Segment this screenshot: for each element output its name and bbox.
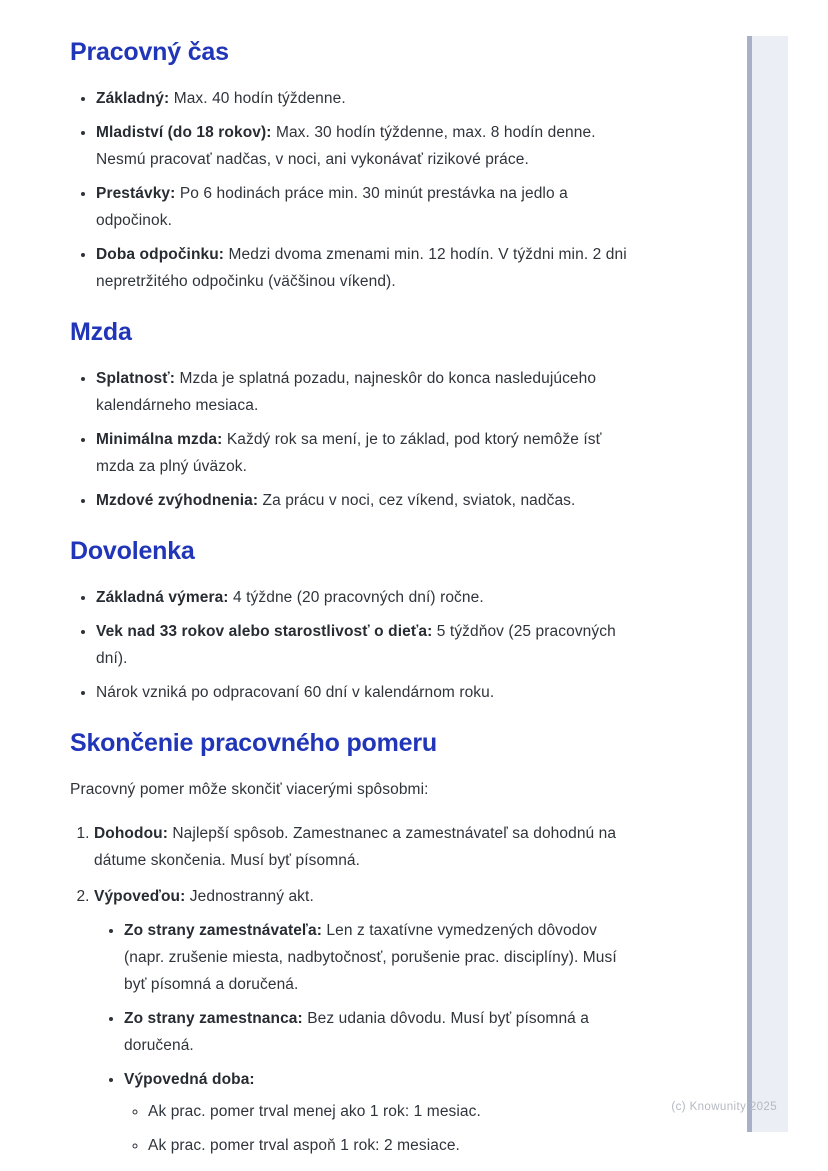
term-label: Vek nad 33 rokov alebo starostlivosť o dieťa:	[96, 623, 433, 640]
bullet-list	[70, 584, 630, 706]
term-label: Splatnosť:	[96, 370, 176, 387]
definition-text: Max. 40 hodín týždenne.	[173, 90, 346, 107]
list-item	[96, 85, 630, 112]
list-item	[94, 883, 630, 1159]
definition-text: Max. 30 hodín týždenne, max. 8 hodín denne. Nesmú pracovať nadčas, v noci, ani vykonávať rizikové práce.	[96, 124, 596, 168]
list-item	[124, 1005, 630, 1059]
definition-text: 4 týždne (20 pracovných dní) ročne.	[232, 589, 484, 606]
list-item	[96, 426, 630, 480]
term-label: Základná výmera:	[96, 589, 229, 606]
definition-text: Jednostranný akt.	[189, 888, 314, 905]
nested-circle-list	[124, 1098, 630, 1159]
list-item	[96, 584, 630, 611]
copyright-watermark: (c) Knowunity 2025	[671, 1101, 777, 1113]
list-item	[96, 119, 630, 173]
list-item	[124, 1066, 630, 1159]
section-heading: Mzda	[70, 318, 132, 346]
definition-text: Nárok vzniká po odpracovaní 60 dní v kalendárnom roku.	[96, 684, 495, 701]
section-intro: Pracovný pomer môže skončiť viacerými spôsobmi:	[70, 781, 429, 798]
definition-text: Po 6 hodinách práce min. 30 minút prestávka na jedlo a odpočinok.	[96, 185, 568, 229]
list-item	[96, 365, 630, 419]
term-label: Výpovedná doba:	[124, 1071, 255, 1088]
list-item	[96, 679, 630, 706]
term-label: Mzdové zvýhodnenia:	[96, 492, 259, 509]
definition-text: 5 týždňov (25 pracovných dní).	[96, 623, 616, 667]
term-label: Mladiství (do 18 rokov):	[96, 124, 272, 141]
section-heading: Pracovný čas	[70, 38, 229, 66]
term-label: Výpoveďou:	[94, 888, 186, 905]
list-item	[124, 917, 630, 998]
definition-text: Mzda je splatná pozadu, najneskôr do konca nasledujúceho kalendárneho mesiaca.	[96, 370, 597, 414]
term-label: Prestávky:	[96, 185, 176, 202]
list-item: ◦ Ak prac. pomer trval aspoň 1 rok: 2 mesiace.	[148, 1132, 630, 1159]
term-label: Doba odpočinku:	[96, 246, 225, 263]
numbered-list	[70, 820, 630, 1159]
term-label: Dohodou:	[94, 825, 168, 842]
document-content	[70, 24, 630, 1168]
section-heading: Dovolenka	[70, 537, 195, 565]
section-heading: Skončenie pracovného pomeru	[70, 729, 437, 757]
list-item	[96, 487, 630, 514]
definition-text: Najlepší spôsob. Zamestnanec a zamestnávateľ sa dohodnú na dátume skončenia. Musí byť písomná.	[94, 825, 617, 869]
definition-text: Medzi dvoma zmenami min. 12 hodín. V týždni min. 2 dni nepretržitého odpočinku (väčšinou víkend).	[96, 246, 627, 290]
bullet-list	[70, 85, 630, 295]
definition-text: Len z taxatívne vymedzených dôvodov (napr. zrušenie miesta, nadbytočnosť, porušenie prac. disciplíny). Musí byť písomná a doručená.	[124, 922, 617, 993]
term-label: Zo strany zamestnávateľa:	[124, 922, 322, 939]
page-edge-strip	[747, 36, 788, 1132]
bullet-list	[70, 365, 630, 514]
term-label: Základný:	[96, 90, 170, 107]
list-item: ◦ Ak prac. pomer trval menej ako 1 rok: 1 mesiac.	[148, 1098, 630, 1125]
term-label: Minimálna mzda:	[96, 431, 223, 448]
list-item	[96, 241, 630, 295]
term-label: Zo strany zamestnanca:	[124, 1010, 303, 1027]
definition-text: Bez udania dôvodu. Musí byť písomná a doručená.	[124, 1010, 590, 1054]
list-item	[96, 180, 630, 234]
list-item	[94, 820, 630, 874]
list-item	[96, 618, 630, 672]
definition-text: Za prácu v noci, cez víkend, sviatok, nadčas.	[262, 492, 576, 509]
nested-bullet-list	[94, 917, 630, 1159]
definition-text: Každý rok sa mení, je to základ, pod ktorý nemôže ísť mzda za plný úväzok.	[96, 431, 602, 475]
